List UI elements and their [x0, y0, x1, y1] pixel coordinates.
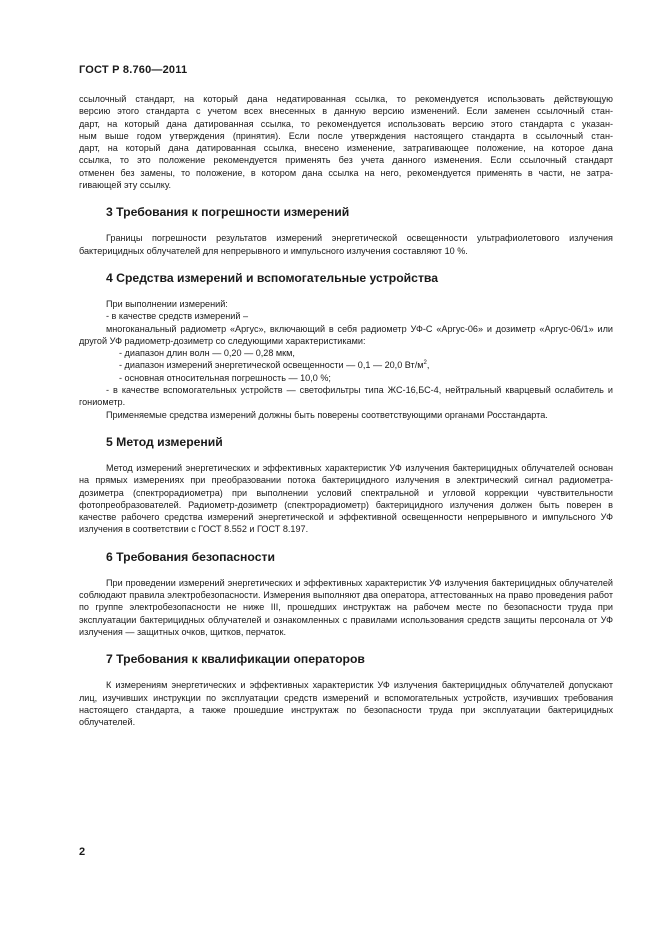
section-6-title: 6 Требования безопасности — [106, 549, 275, 564]
section-4-item-1: - в качестве средств измерений – — [106, 311, 249, 322]
section-3-title: 3 Требования к погрешности измерений — [106, 205, 350, 220]
section-4-char-3: - основная относительная погрешность — 10,0 %; — [119, 372, 331, 383]
document-body — [79, 93, 613, 728]
section-4-char-1: - диапазон длин волн — 0,20 — 0,28 мкм, — [119, 348, 295, 359]
section-7-title: 7 Требования к квалификации операторов — [106, 652, 365, 667]
section-5-title: 5 Метод измерений — [106, 434, 223, 449]
intro-line: ссылочный стандарт, на который дана недатированная ссылка, то рекомендуется использовать действующую — [79, 94, 613, 104]
intro-line: гивающей эту ссылку. — [79, 180, 172, 191]
section-4-closing: Применяемые средства измерений должны быть поверены соответствующими органами Росстандарта. — [106, 409, 548, 420]
section-4-lead: При выполнении измерений: — [106, 298, 228, 309]
section-5-text: Метод измерений энергетических и эффективных характеристик УФ излучения бактерицидных облучателей основан на прямых измерениях при преобразовании потока бактерицидного излучения в электрический сигнал радиометра-дозиметра (спектрорадиометра) при выполнении условий спектральной и угловой коррекции чувствительности фотопреобразователей. Радиометр-дозиметр (спектрорадиометр) бактерицидного излучения должен быть поверен в качестве рабочего средства измерений энергетической и эффективной освещенности непрерывного и импульсного УФ излучения в соответствии с ГОСТ 8.552 и ГОСТ 8.197. — [79, 462, 613, 535]
page-number: 2 — [79, 846, 86, 858]
intro-line: ным выше годом утверждения (принятия). Если после утверждения настоящего стандарта в ссылочный стан- — [79, 130, 613, 141]
intro-line: версию этого стандарта с учетом всех внесенных в данную версию изменений. Если заменен ссылочный стан- — [79, 106, 613, 117]
section-4-item-2: - в качестве вспомогательных устройств — светофильтры типа ЖС-16,БС-4, нейтральный кварцевый ослабитель и гониометр. — [79, 385, 613, 408]
section-6-text: При проведении измерений энергетических и эффективных характеристик УФ излучения бактерицидных облучателей соблюдают правила электробезопасности. Измерения выполняют два оператора, аттестованных на право проведения работ по группе электробезопасности не ниже III, прошедших инструктаж на рабочем месте по безопасности труда при эксплуатации бактерицидных облучателей и ознакомленных с правилами использования средств защиты персонала от УФ излучения — защитных очков, щитков, перчаток. — [79, 577, 613, 637]
intro-line: отменен без замены, то положение, в котором дана ссылка на него, рекомендуется применять в части, не затра- — [79, 167, 613, 178]
intro-line: дарт, на который дана датированная ссылка, внесено изменение, затрагивающее положение, на которое дана — [79, 143, 613, 154]
section-4-char-2: - диапазон измерений энергетической освещенности — 0,1 — 20,0 $Вт/м^2$, — [119, 360, 430, 371]
intro-line: ссылка, то это положение рекомендуется применять без учета данного изменения. Если ссылочный стандарт — [79, 155, 613, 166]
intro-line: дарт, на который дана датированная ссылка, то рекомендуется использовать версию этого стандарта с указан- — [79, 118, 613, 129]
section-3-text: Границы погрешности результатов измерений энергетической освещенности ультрафиолетового излучения бактерицидных облучателей для непрерывного и импульсного излучения составляют 10 %. — [79, 233, 613, 256]
standard-header: ГОСТ Р 8.760—2011 — [79, 64, 188, 76]
intro-paragraph — [79, 93, 613, 191]
section-7-text: К измерениям энергетических и эффективных характеристик УФ излучения бактерицидных облучателей допускают лиц, изучивших инструкции по эксплуатации средств измерений и вспомогательных устройств, изучивших требования настоящего стандарта, а также прошедшие инструктаж по безопасности труда при эксплуатации бактерицидных облучателей. — [79, 680, 613, 728]
section-4-item-1-detail: многоканальный радиометр «Аргус», включающий в себя радиометр УФ-С «Аргус-06» и дозиметр «Аргус-06/1» или другой УФ радиометр-дозиметр со следующими характеристиками: — [79, 323, 613, 346]
section-4-title: 4 Средства измерений и вспомогательные устройства — [106, 270, 439, 285]
